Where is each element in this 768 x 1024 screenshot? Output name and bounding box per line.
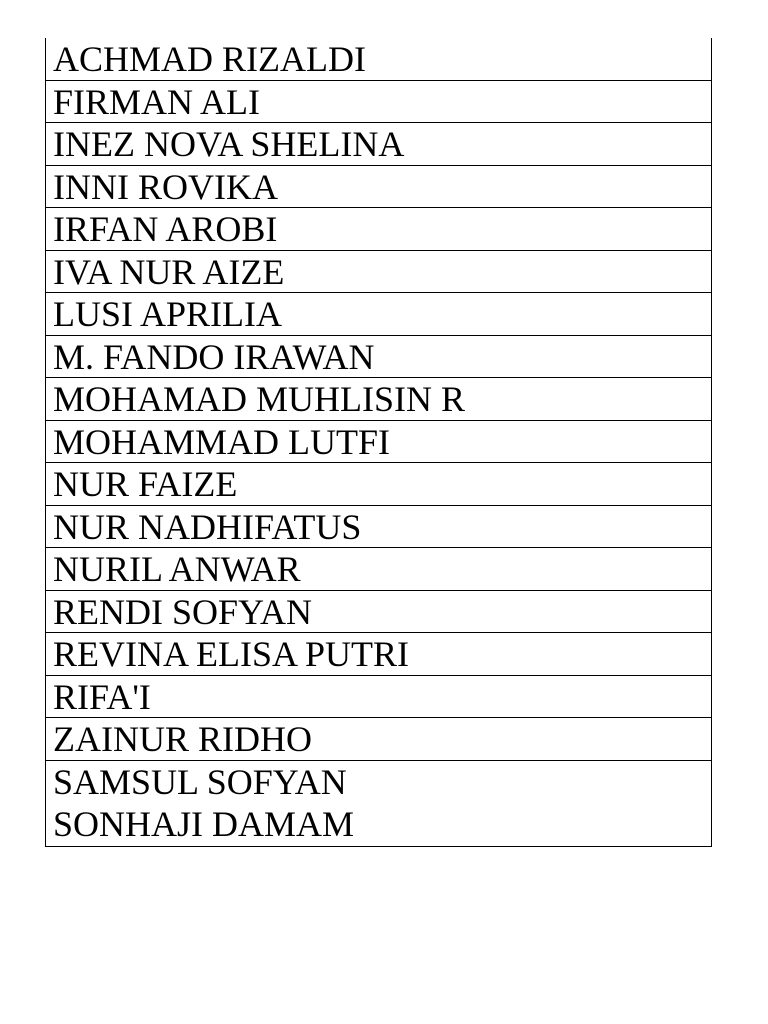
table-row: MOHAMMAD LUTFI [46,421,711,464]
table-row: LUSI APRILIA [46,293,711,336]
name-list-table [45,38,712,847]
table-row: NURIL ANWAR [46,548,711,591]
table-row: REVINA ELISA PUTRI [46,633,711,676]
table-row: RENDI SOFYAN [46,591,711,634]
table-row: INNI ROVIKA [46,166,711,209]
table-row: ACHMAD RIZALDI [46,38,711,81]
table-row: M. FANDO IRAWAN [46,336,711,379]
table-row: INEZ NOVA SHELINA [46,123,711,166]
table-row: MOHAMAD MUHLISIN R [46,378,711,421]
table-row: SONHAJI DAMAM [53,804,355,844]
table-row: RIFA'I [46,676,711,719]
table-row: NUR NADHIFATUS [46,506,711,549]
table-row: ZAINUR RIDHO [46,718,711,761]
table-row: FIRMAN ALI [46,81,711,124]
table-row: SAMSUL SOFYAN [53,761,347,802]
table-row: IRFAN AROBI [46,208,711,251]
table-row: NUR FAIZE [46,463,711,506]
table-row: IVA NUR AIZE [46,251,711,294]
